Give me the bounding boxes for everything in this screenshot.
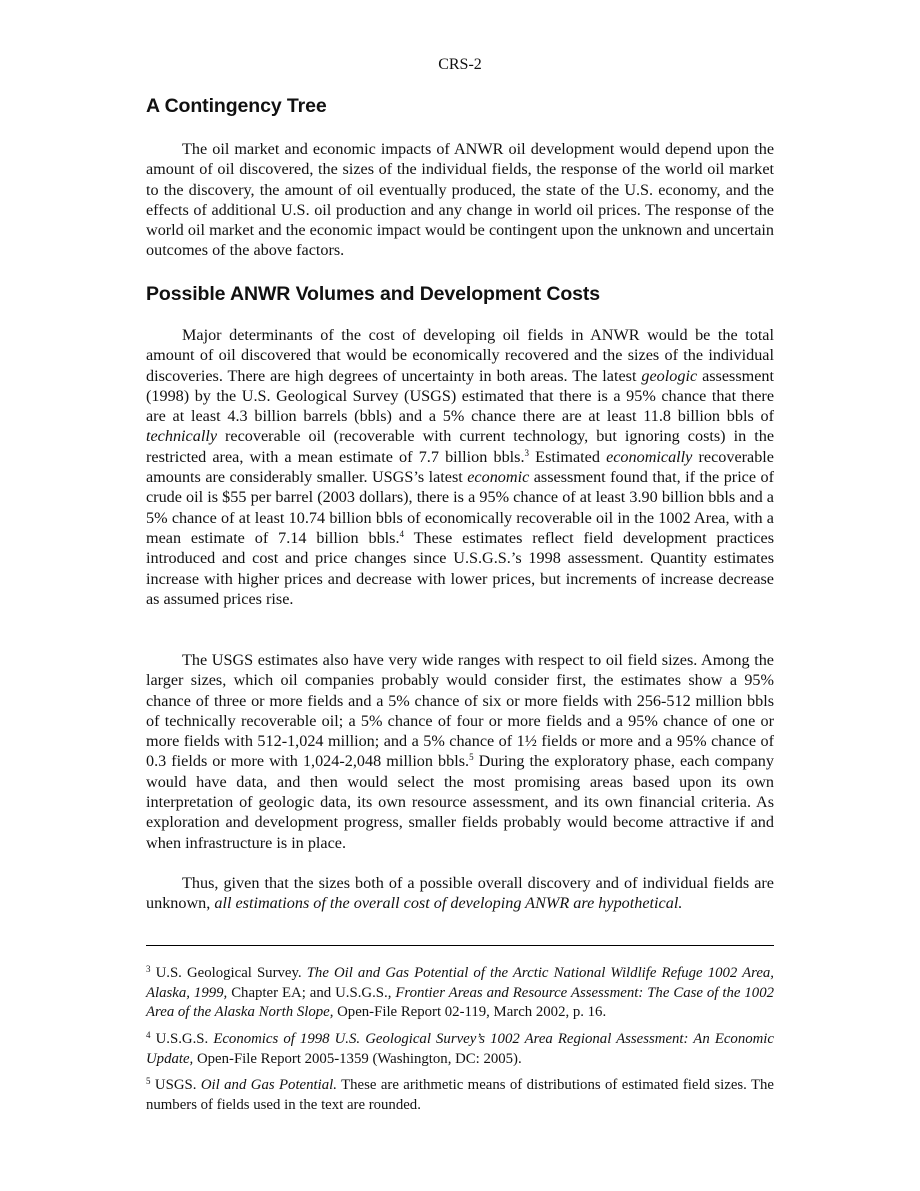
footnote-number: 4 bbox=[146, 1030, 151, 1040]
footnote-4 bbox=[146, 1030, 774, 1069]
text-run: Major determinants of the cost of developing oil fields in ANWR would be the total amount of oil discovered that would be economically recovered and the sizes of the individual discoveries. There are high degrees of uncertainty in both areas. The latest bbox=[146, 326, 774, 385]
italic-text: all estimations of the overall cost of developing ANWR are hypothetical. bbox=[214, 894, 683, 913]
text-run: Estimated bbox=[529, 447, 607, 466]
footnote-ref-4[interactable]: 4 bbox=[399, 528, 405, 539]
footnote-number: 3 bbox=[146, 964, 151, 974]
section-heading-contingency-tree: A Contingency Tree bbox=[146, 95, 327, 117]
text-run: Open-File Report 2005-1359 (Washington, DC: 2005). bbox=[193, 1050, 522, 1067]
paragraph-determinants bbox=[146, 325, 774, 609]
text-run: The USGS estimates also have very wide ranges with respect to oil field sizes. Among the larger sizes, which oil companies probably would consider first, the estimates show a 95% chance of three or more fields and a 5% chance of six or more fields with 256-512 million bbls of technically recoverable oil; a 5% chance of four or more fields and a 95% chance of one or more fields with 512-1,024 million; and a 5% chance of 1½ fields or more and a 95% chance of 0.3 fields or more with 1,024-2,048 million bbls. bbox=[146, 651, 774, 771]
text-run: These are arithmetic means of distributions of estimated field sizes. The numbers of fields used in the text are rounded. bbox=[146, 1077, 774, 1113]
italic-text: economic bbox=[467, 468, 530, 487]
footnote-number: 5 bbox=[146, 1076, 151, 1086]
text-run: recoverable oil (recoverable with current technology, but ignoring costs) in the restricted area, with a mean estimate of 7.7 billion bbls. bbox=[146, 427, 774, 466]
page-number-header: CRS-2 bbox=[438, 56, 482, 73]
paragraph-conclusion bbox=[146, 873, 774, 914]
italic-text: geologic bbox=[641, 366, 698, 385]
footnote-divider bbox=[146, 945, 774, 946]
text-run: Chapter EA; and U.S.G.S., bbox=[227, 984, 396, 1001]
text-run: U.S. Geological Survey. bbox=[150, 965, 307, 981]
text-run: Thus, given that the sizes both of a possible overall discovery and of individual fields are unknown, bbox=[146, 874, 774, 913]
section-heading-volumes-costs: Possible ANWR Volumes and Development Costs bbox=[146, 283, 601, 305]
footnote-5 bbox=[146, 1076, 774, 1115]
footnote-ref-3[interactable]: 3 bbox=[524, 447, 530, 458]
footnote-3 bbox=[146, 964, 774, 1023]
text-run: During the exploratory phase, each company would have data, and then would select the most promising areas based upon its own interpretation of geologic data, its own resource assessment, and its own financial criteria. As exploration and development progress, smaller fields probably would become attractive if and when infrastructure is in place. bbox=[146, 752, 774, 852]
text-run: assessment (1998) by the U.S. Geological Survey (USGS) estimated that there is a 95% chance that there are at least 4.3 billion barrels (bbls) and a 5% chance there are at least 11.8 billion bbls of bbox=[146, 366, 775, 426]
italic-text: technically bbox=[146, 427, 218, 446]
italic-text: Economics of 1998 U.S. Geological Survey’s 1002 Area Regional Assessment: An Economic Update, bbox=[146, 1031, 774, 1067]
text-run: These estimates reflect field development practices introduced and cost and price changes since U.S.G.S.’s 1998 assessment. Quantity estimates increase with higher prices and decrease with lower prices, but increments of increase decrease as assumed prices rise. bbox=[146, 528, 775, 608]
italic-text: Frontier Areas and Resource Assessment: The Case of the 1002 Area of the Alaska North Slope, bbox=[146, 984, 774, 1020]
text-run: U.S.G.S. bbox=[150, 1031, 214, 1047]
paragraph-contingency: The oil market and economic impacts of ANWR oil development would depend upon the amount of oil discovered, the sizes of the individual fields, the response of the world oil market to the discovery, the amount of oil eventually produced, the state of the U.S. economy, and the effects of additional U.S. oil production and any change in world oil prices. The response of the world oil market and the economic impact would be contingent upon the unknown and uncertain outcomes of the above factors. bbox=[146, 140, 774, 260]
paragraph-field-sizes bbox=[146, 650, 774, 853]
text-run: Open-File Report 02-119, March 2002, p. 16. bbox=[333, 1004, 607, 1020]
text-run: recoverable amounts are considerably smaller. USGS’s latest bbox=[146, 447, 774, 487]
text-run: USGS. bbox=[150, 1077, 201, 1093]
italic-text: Oil and Gas Potential. bbox=[200, 1077, 337, 1093]
text-run: assessment found that, if the price of crude oil is $55 per barrel (2003 dollars), there is a 95% chance of at least 3.90 billion bbls and a 5% chance of at least 10.74 billion bbls of economically recoverable oil in the 1002 Area, with a mean estimate of 7.14 billion bbls. bbox=[146, 468, 774, 547]
italic-text: The Oil and Gas Potential of the Arctic National Wildlife Refuge 1002 Area, Alaska, 1999, bbox=[146, 965, 775, 1001]
footnote-ref-5[interactable]: 5 bbox=[469, 752, 474, 763]
italic-text: economically bbox=[606, 447, 693, 466]
